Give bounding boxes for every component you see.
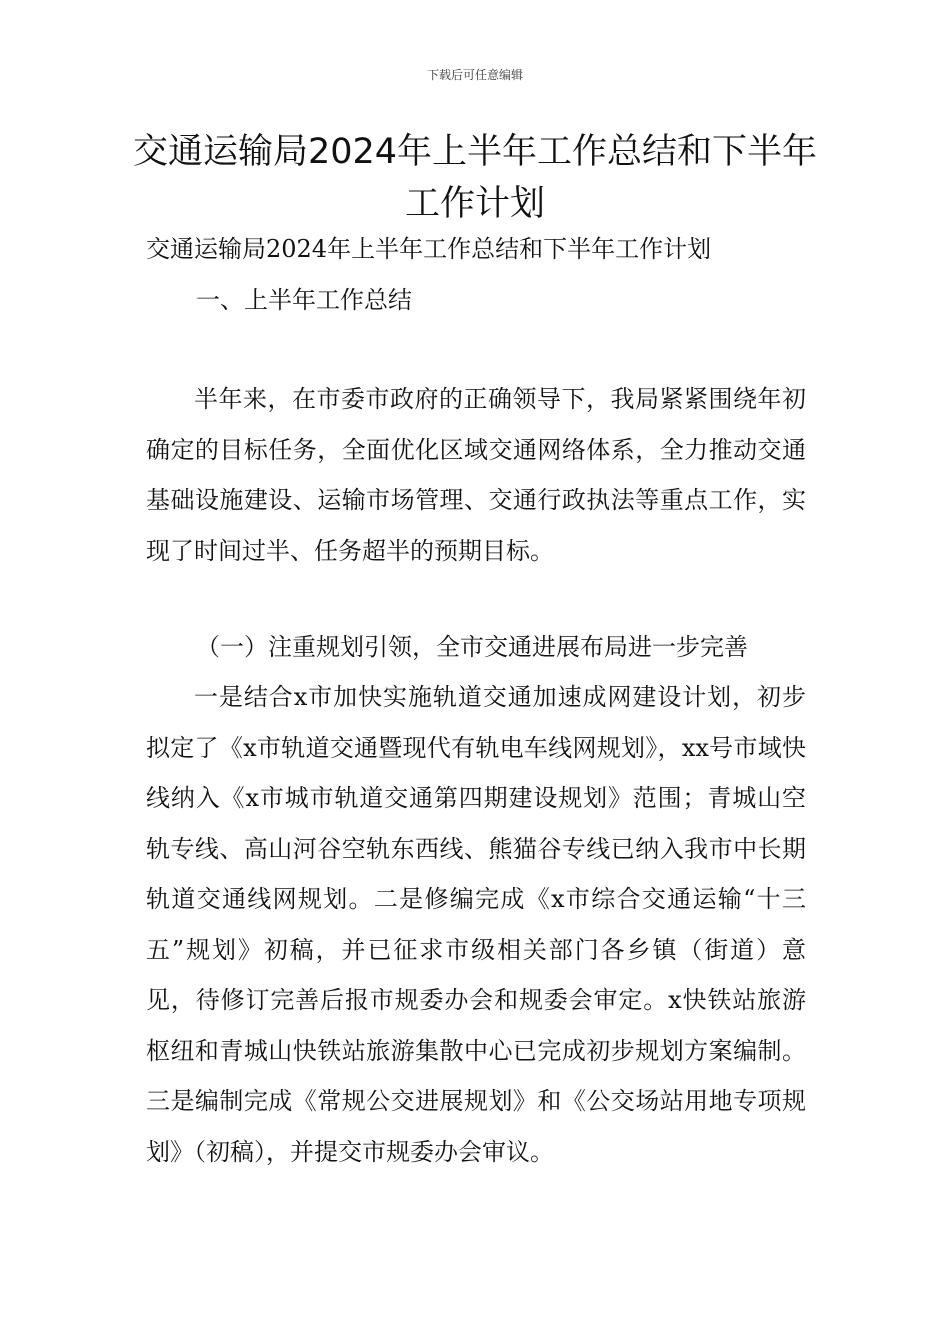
subtitle-line: 交通运输局2024年上半年工作总结和下半年工作计划 (146, 235, 712, 263)
paragraph-planning: 一是结合x市加快实施轨道交通加速成网建设计划，初步拟定了《x市轨道交通暨现代有轨电车线网规划》，xx号市域快线纳入《x市城市轨道交通第四期建设规划》范围；青城山空轨专线、高山河谷空轨东西线、熊猫谷专线已纳入我市中长期轨道交通线网规划。二是修编完成《x市综合交通运输“十三五”规划》初稿，并已征求市级相关部门各乡镇（街道）意见，待修订完善后报市规委办会和规委会审定。x快铁站旅游枢纽和青城山快铁站旅游集散中心已完成初步规划方案编制。三是编制完成《常规公交进展规划》和《公交场站用地专项规划》（初稿），并提交市规委办会审议。 (146, 683, 806, 1166)
document-title: 交通运输局2024年上半年工作总结和下半年工作计划 (132, 132, 818, 224)
sub-heading: （一）注重规划引领，全市交通进展布局进一步完善 (196, 633, 748, 661)
header-note: 下载后可任意编辑 (426, 68, 523, 82)
paragraph-intro: 半年来，在市委市政府的正确领导下，我局紧紧围绕年初确定的目标任务，全面优化区域交通网络体系，全力推动交通基础设施建设、运输市场管理、交通行政执法等重点工作，实现了时间过半、任务超半的预期目标。 (146, 385, 806, 565)
section-heading: 一、上半年工作总结 (196, 286, 412, 314)
